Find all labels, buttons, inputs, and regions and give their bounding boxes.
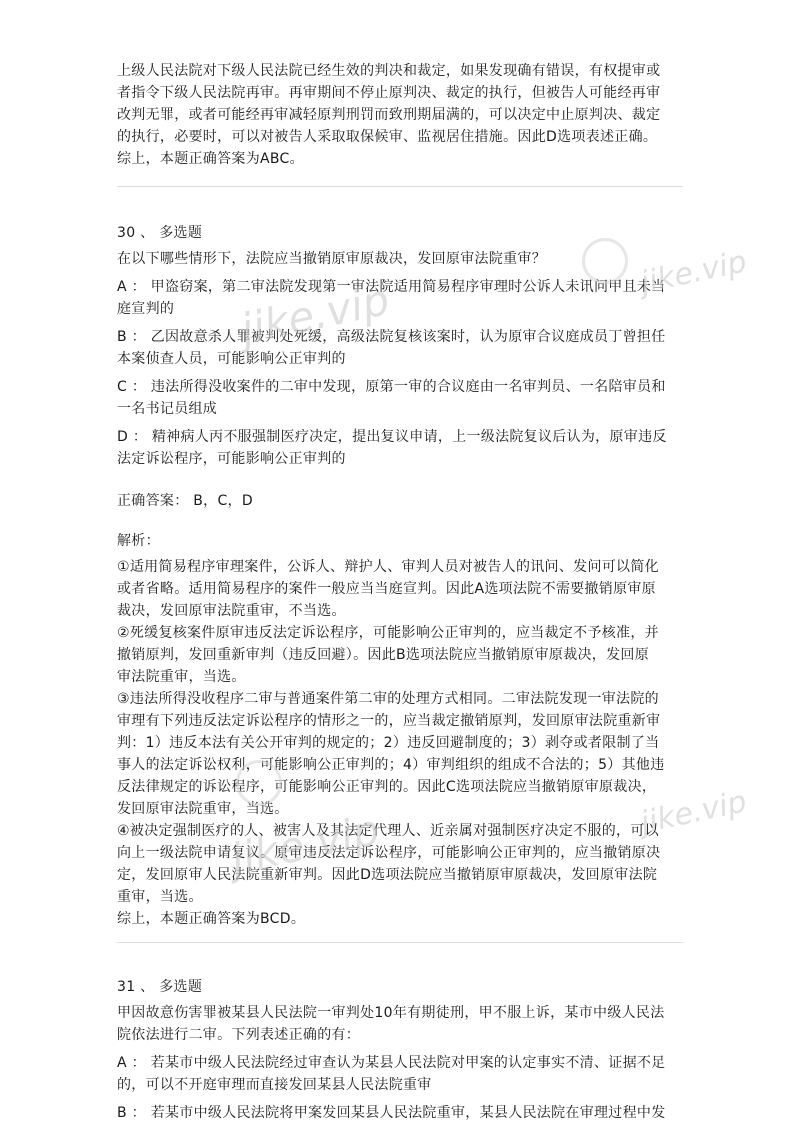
option-line: B ： 若某市中级人民法院将甲案发回某县人民法院重审，某县人民法院在审理过程中发 [117, 1105, 666, 1121]
option-line: 的，可以不开庭审理而直接发回某县人民法院重审 [117, 1077, 432, 1093]
option-line: D ： 精神病人丙不服强制医疗决定，提出复议申请，上一级法院复议后认为，原审违反 [117, 429, 667, 445]
option-c [117, 376, 683, 420]
analysis-line: 事人的法定诉讼权利，可能影响公正审判的；4）审判组织的组成不合法的；5）其他违 [117, 757, 665, 773]
analysis-label: 解析： [117, 533, 160, 549]
text-line: 者指令下级人民法院再审。再审期间不停止原判决、裁定的执行，但被告人可能经再审 [117, 85, 661, 101]
analysis-line: 综上，本题正确答案为BCD。 [117, 911, 306, 927]
prev-answer-block [117, 60, 683, 170]
option-line: 一名书记员组成 [117, 401, 218, 417]
watermark-text: jike.vip [637, 784, 750, 841]
analysis-line: 或者省略。适用简易程序的案件一般应当当庭宣判。因此A选项法院不需要撤销原审原 [117, 581, 656, 597]
option-b [117, 326, 683, 370]
analysis-line: ②死缓复核案件原审违反法定诉讼程序，可能影响公正审判的，应当裁定不予核准，并 [117, 625, 659, 641]
text-line: 综上，本题正确答案为ABC。 [117, 151, 304, 167]
analysis-line: 审理有下列违反法定诉讼程序的情形之一的，应当裁定撤销原判，发回原审法院重新审 [117, 713, 661, 729]
option-line: A ： 若某市中级人民法院经过审查认为某县人民法院对甲案的认定事实不清、证据不足 [117, 1055, 666, 1071]
analysis-line: 发回原审法院重审，当选。 [117, 801, 289, 817]
option-line: 法定诉讼程序，可能影响公正审判的 [117, 451, 346, 467]
analysis-line: 定，发回原审人民法院重新审判。因此D选项法院应当撤销原审原裁决，发回原审法院 [117, 867, 658, 883]
question-stem: 在以下哪些情形下，法院应当撤销原审原裁决，发回原审法院重审？ [117, 251, 546, 267]
analysis-line: 重审，当选。 [117, 889, 203, 905]
correct-answer: 正确答案： B，C，D [117, 493, 253, 509]
analysis-line: 向上一级法院申请复议。原审违反法定诉讼程序，可能影响公正审判的，应当撤销原决 [117, 845, 661, 861]
text-line: 上级人民法院对下级人民法院已经生效的判决和裁定，如果发现确有错误，有权提审或 [117, 63, 661, 79]
analysis-line: ③违法所得没收程序二审与普通案件第二审的处理方式相同。二审法院发现一审法院的 [117, 691, 659, 707]
option-line: A ： 甲盗窃案，第二审法院发现第一审法院适用简易程序审理时公诉人未讯问甲且未当 [117, 279, 666, 295]
question-number: 30 、 多选题 [117, 225, 203, 241]
question-31 [117, 976, 683, 1124]
document-page [117, 60, 683, 1130]
option-line: 庭宣判的 [117, 301, 175, 317]
analysis-line: ④被决定强制医疗的人、被害人及其法定代理人、近亲属对强制医疗决定不服的，可以 [117, 823, 659, 839]
section-divider [117, 186, 683, 187]
analysis-line: ①适用简易程序审理案件，公诉人、辩护人、审判人员对被告人的讯问、发问可以简化 [117, 559, 659, 575]
question-stem-line: 院依法进行二审。下列表述正确的有： [117, 1027, 361, 1043]
text-line: 的执行，必要时，可以对被告人采取取保候审、监视居住措施。因此D选项表述正确。 [117, 129, 658, 145]
option-b [117, 1102, 683, 1124]
section-divider [117, 942, 683, 943]
text-line: 改判无罪，或者可能经再审减轻原判刑罚而致刑期届满的，可以决定中止原判决、裁定 [117, 107, 661, 123]
option-line: C ： 违法所得没收案件的二审中发现，原第一审的合议庭由一名审判员、一名陪审员和 [117, 379, 666, 395]
watermark-text: jike.vip [637, 244, 750, 301]
option-a [117, 1052, 683, 1096]
analysis-line: 反法律规定的诉讼程序，可能影响公正审判的。因此C选项法院应当撤销原审原裁决， [117, 779, 657, 795]
question-number: 31 、 多选题 [117, 979, 203, 995]
option-line: B ： 乙因故意杀人罪被判处死缓，高级法院复核该案时，认为原审合议庭成员丁曾担任 [117, 329, 666, 345]
analysis-line: 撤销原判，发回重新审判（违反回避）。因此B选项法院应当撤销原审原裁决，发回原 [117, 647, 650, 663]
analysis-body [117, 556, 683, 930]
question-stem-line: 甲因故意伤害罪被某县人民法院一审判处10年有期徒刑，甲不服上诉，某市中级人民法 [117, 1005, 665, 1021]
watermark-logo-icon [236, 760, 282, 806]
analysis-line: 裁决，发回原审法院重审，不当选。 [117, 603, 346, 619]
watermark-logo-icon [582, 238, 628, 284]
watermark-text: jike.vip [236, 274, 394, 355]
question-30 [117, 222, 683, 930]
watermark-text: jike.vip [226, 804, 384, 885]
option-d [117, 426, 683, 470]
option-line: 本案侦查人员，可能影响公正审判的 [117, 351, 346, 367]
analysis-line: 审法院重审，当选。 [117, 669, 246, 685]
analysis-line: 判：1）违反本法有关公开审判的规定的；2）违反回避制度的；3）剥夺或者限制了当 [117, 735, 660, 751]
